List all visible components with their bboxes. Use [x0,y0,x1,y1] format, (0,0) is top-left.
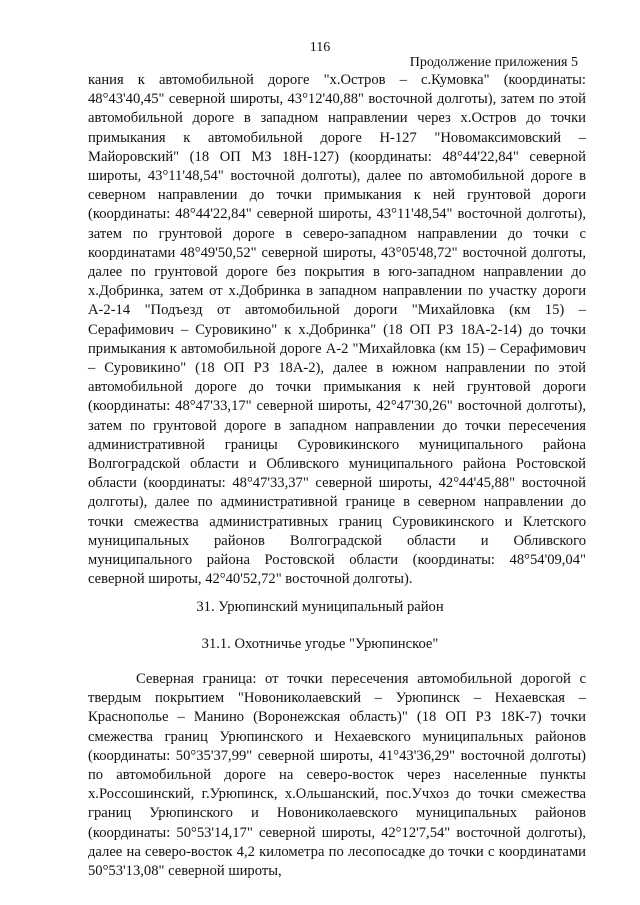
section-heading: 31. Урюпинский муниципальный район [196,599,444,615]
appendix-continuation-note: Продолжение приложения 5 [409,55,578,70]
northern-boundary-paragraph: Северная граница: от точки пересечения автомобильной дорогой с твердым покрытием "Новониколаевский – Урюпинск – Нехаевская – Краснополье – Манино (Воронежская область)" (18 ОП РЗ 18К-7) точки смежества границ Урюпинского и Нехаевского муниципальных районов (координаты: 50°35'37,99" северной широты, 41°43'36,29" восточной долготы) по автомобильной дороге на северо-восток через населенные пункты х.Россошинский, г.Урюпинск, х.Ольшанский, пос.Учхоз до точки смежества границ Урюпинского и Новониколаевского муниципальных районов (координаты: 50°53'14,17" северной широты, 42°12'7,54" восточной долготы), далее на северо-восток 4,2 километра по лесопосадке до точки с координатами 50°53'13,08" северной широты, [88,671,586,880]
subsection-heading: 31.1. Охотничье угодье "Урюпинское" [201,636,439,652]
boundary-description-paragraph: кания к автомобильной дороге "х.Остров – с.Кумовка" (координаты: 48°43'40,45" северной широты, 43°12'40,88" восточной долготы), затем по этой автомобильной дороге в западном направлении через х.Остров до точки примыкания к автомобильной дороге Н-127 "Новомаксимовский – Майоровский" (18 ОП МЗ 18Н-127) (координаты: 48°44'22,84" северной широты, 43°11'48,54" восточной долготы), далее по автомобильной дороге в северном направлении до точки примыкания к ней грунтовой дороги (координаты: 48°44'22,84" северной широты, 43°11'48,54" восточной долготы), затем по грунтовой дороге в северо-западном направлении до точки с координатами 48°49'50,52" северной широты, 43°05'48,72" восточной долготы, далее по грунтовой дороге без покрытия в юго-западном направлении до х.Добринка, затем от х.Добринка в западном направлении по участку дороги А-2-14 "Подъезд от автомобильной дороги "Михайловка (км 15) – Серафимович – Суровикино" к х.Добринка" (18 ОП РЗ 18А-2-14) до точки примыкания к автомобильной дороге А-2 "Михайловка (км 15) – Серафимович – Суровикино" (18 ОП РЗ 18А-2), далее в южном направлении по этой автомобильной дороге до точки примыкания к ней грунтовой дороги (координаты: 48°47'33,17" северной широты, 42°47'30,26" восточной долготы), затем по грунтовой дороге в западном направлении до точки пересечения административной границы Суровикинского муниципального района Волгоградской области и Обливского муниципального района Ростовской области (координаты: 48°47'33,37" северной широты, 42°44'45,88" восточной долготы), далее по административной границе в северном направлении до точки смежества административных границ Суровикинского и Клетского муниципальных районов Волгоградской области и Обливского муниципального района Ростовской области (координаты: 48°54'09,04" северной широты, 42°40'52,72" восточной долготы). [88,72,586,588]
page-number: 116 [309,40,331,55]
